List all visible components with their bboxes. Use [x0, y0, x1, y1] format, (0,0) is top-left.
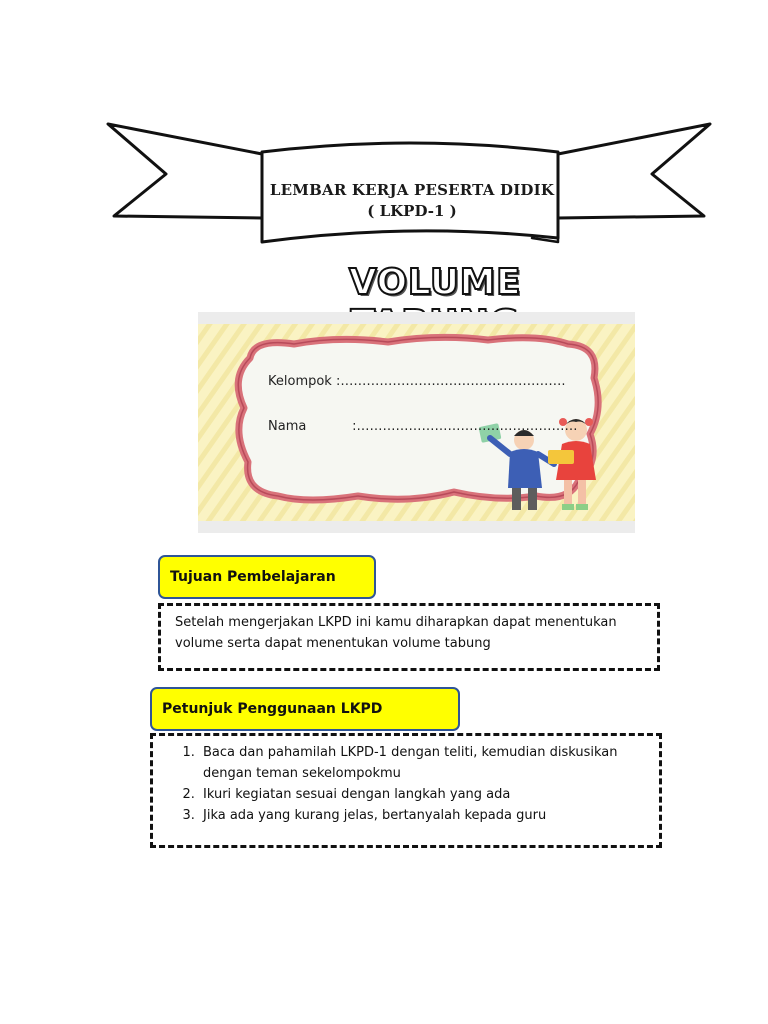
- instruction-item: 1. Baca dan pahamilah LKPD-1 dengan teliti, kemudian diskusikan dengan teman sekelompokmu: [199, 742, 645, 784]
- worksheet-code: ( LKPD-1 ): [367, 202, 457, 220]
- name-field[interactable]: [268, 419, 578, 434]
- objective-text: Setelah mengerjakan LKPD ini kamu diharapkan dapat menentukan volume serta dapat menentukan volume tabung: [175, 615, 617, 651]
- group-field[interactable]: [268, 374, 566, 389]
- instruction-item: 2. Ikuri kegiatan sesuai dengan langkah yang ada: [199, 784, 645, 805]
- instructions-heading-text: Petunjuk Penggunaan LKPD: [162, 701, 383, 717]
- name-label: Nama: [268, 419, 307, 434]
- page-title: VOLUME: [348, 262, 522, 303]
- objective-heading: [158, 555, 376, 599]
- objective-heading-text: Tujuan Pembelajaran: [170, 569, 336, 585]
- instructions-list: [199, 742, 645, 826]
- instruction-item: 3. Jika ada yang kurang jelas, bertanyalah kepada guru: [199, 805, 645, 826]
- instructions-box: [150, 733, 662, 848]
- name-value: :……………………………………………: [352, 419, 578, 434]
- group-value: :…………………………………………….: [335, 374, 566, 389]
- instructions-heading: [150, 687, 460, 731]
- group-label: Kelompok: [268, 374, 332, 389]
- objective-box: [158, 603, 660, 671]
- worksheet-title: LEMBAR KERJA PESERTA DIDIK: [269, 181, 555, 199]
